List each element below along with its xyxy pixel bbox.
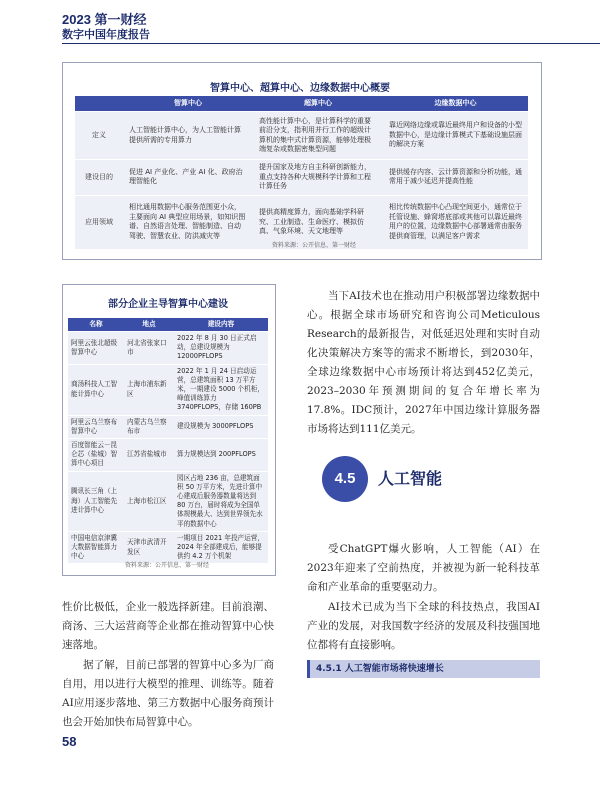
table-cell: 内蒙古乌兰察布市: [124, 415, 174, 438]
table-row: [75, 160, 528, 196]
table-header-row: [68, 318, 268, 332]
header-year-title: 2023 第一财经: [62, 12, 147, 27]
body-paragraph-ai-hotspot: AI技术已成为当下全球的科技热点，我国AI产业的发展，对我国数字经济的发展及科技强国地位都将有直接影响。: [307, 601, 540, 651]
table-row: [68, 439, 268, 472]
page-number: 58: [62, 734, 77, 749]
overview-table: [75, 96, 528, 249]
row-label: 定义: [75, 112, 123, 160]
column-header: 建设内容: [174, 318, 268, 332]
table-row: [68, 471, 268, 531]
table-row: [68, 364, 268, 415]
row-label: 应用领域: [75, 195, 123, 249]
table-cell: 阿里云乌兰察布智算中心: [68, 415, 124, 438]
running-header: [62, 12, 150, 42]
header-divider: [62, 43, 600, 44]
table-cell: 2022 年 8 月 30 日正式启动，总建设规模为 12000PFLOPS: [174, 332, 268, 365]
table-cell: 高性能计算中心，是计算科学的重要前沿分支，指利用并行工作的超级计算机的集中式计算资源，能够处理极端复杂或数据密集型问题: [253, 112, 383, 160]
table1-source: 资料来源：公开信息、第一财经: [272, 242, 357, 249]
table-cell: 上海市浦东新区: [124, 364, 174, 415]
table-cell: 园区占地 236 亩，总建筑面积 50 万平方米，先进计算中心建成后服务器数量将达到 80 万台，届时将成为全国单体规模最大、达到世界领先水平的数据中心: [174, 471, 268, 531]
column-header: 超算中心: [253, 96, 383, 112]
body-paragraph-edge-dc: 当下AI技术也在推动用户积极部署边缘数据中心。根据全球市场研究和咨询公司Meticulous Research的最新报告，对低延迟处理和实时自动化决策解决方案等的需求不断增长，到2030年，全球边缘数据中心市场预计将达到452亿美元，2023–2030年预测期间的复合年增长率为17.8%。IDC预计，2027年中国边缘计算服务器市场将达到111亿美元。: [307, 290, 540, 435]
table-cell: 天津市武清开发区: [124, 531, 174, 563]
table-header-row: [75, 96, 528, 112]
table-cell: 提供高精度算力，面向基础学科研究、工业制造、生命医疗、模拟仿真、气象环境、天文地理等: [253, 195, 383, 249]
enterprise-table: [68, 318, 268, 563]
table-cell: 一期项目 2021 年投产运营，2024 年全部建成后，能够提供约 4.2 万个机架: [174, 531, 268, 563]
table-cell: 提供缓存内容、云计算资源和分析功能，通常用于减少延迟并提高性能: [383, 160, 528, 196]
section-number-badge: 4.5: [322, 456, 368, 502]
table-row: [75, 112, 528, 160]
column-header: 地点: [124, 318, 174, 332]
table-cell: 相比传统数据中心凸现空间更小，通常位于托管设施、蜂窝塔底部或其他可以靠近最终用户的位置，边缘数据中心部署通常由服务提供商管理，以满足客户需求: [383, 195, 528, 249]
table-row: [68, 415, 268, 438]
subsection-heading: 4.5.1 人工智能市场将快速增长: [307, 660, 540, 678]
table-cell: 商汤科技人工智能计算中心: [68, 364, 124, 415]
column-header: 边缘数据中心: [383, 96, 528, 112]
table-cell: 算力规模达到 200PFLOPS: [174, 439, 268, 472]
table-cell: 阿里云张北超级智算中心: [68, 332, 124, 365]
table2-title: 部分企业主导智算中心建设: [108, 299, 228, 310]
table-cell: 人工智能计算中心，为人工智能计算提供所需的专用算力: [123, 112, 253, 160]
table-cell: 河北省张家口市: [124, 332, 174, 365]
section-title: 人工智能: [378, 469, 443, 488]
table-cell: 2022 年 1 月 24 日启动运营，总建筑面积 13 万平方米，一期建设 5000 个机柜，峰值训练算力 3740PFLOPS，存储 160PB: [174, 364, 268, 415]
table-cell: 江苏省盐城市: [124, 439, 174, 472]
table-cell: 上海市松江区: [124, 471, 174, 531]
table-cell: 提升国家及地方自主科研创新能力，重点支持各种大规模科学计算和工程计算任务: [253, 160, 383, 196]
table-cell: 建设规模为 3000PFLOPS: [174, 415, 268, 438]
table-row: [68, 531, 268, 563]
table-cell: 相比通用数据中心服务范围更小众，主要面向 AI 典型应用场景，如知识图谱、自然语言处理、智能制造、自动驾驶、智慧农业、防洪减灾等: [123, 195, 253, 249]
column-header: [75, 96, 123, 112]
body-paragraph-left-2: 据了解，目前已部署的智算中心多为厂商自用，用以进行大模型的推理、训练等。随着AI应用逐步落地、第三方数据中心服务商预计也会开始加快布局智算中心。: [62, 659, 274, 728]
table-cell: 靠近网络边缘或靠近最终用户和设备的小型数据中心，是边缘计算模式下基础设施层面的解决方案: [383, 112, 528, 160]
table-cell: 中国电信京津冀大数据智能算力中心: [68, 531, 124, 563]
body-paragraph-left-1: 性价比极低，企业一般选择新建。目前浪潮、商汤、三大运营商等企业都在推动智算中心快速落地。: [62, 601, 274, 651]
table-cell: 促进 AI 产业化、产业 AI 化、政府治理智能化: [123, 160, 253, 196]
body-paragraph-chatgpt: 受ChatGPT爆火影响，人工智能（AI）在2023年迎来了空前热度，并被视为新一轮科技革命和产业革命的重要驱动力。: [307, 543, 540, 593]
table1-title: 智算中心、超算中心、边缘数据中心概要: [210, 83, 390, 94]
column-header: 智算中心: [123, 96, 253, 112]
table-cell: 百度智能云－昆仑芯（盐城）智算中心项目: [68, 439, 124, 472]
column-header: 名称: [68, 318, 124, 332]
table-row: [68, 332, 268, 365]
table-cell: 腾讯长三角（上海）人工智能先进计算中心: [68, 471, 124, 531]
header-subtitle: 数字中国年度报告: [62, 29, 150, 41]
row-label: 建设目的: [75, 160, 123, 196]
table2-source: 资料来源：公开信息、第一财经: [125, 562, 210, 569]
